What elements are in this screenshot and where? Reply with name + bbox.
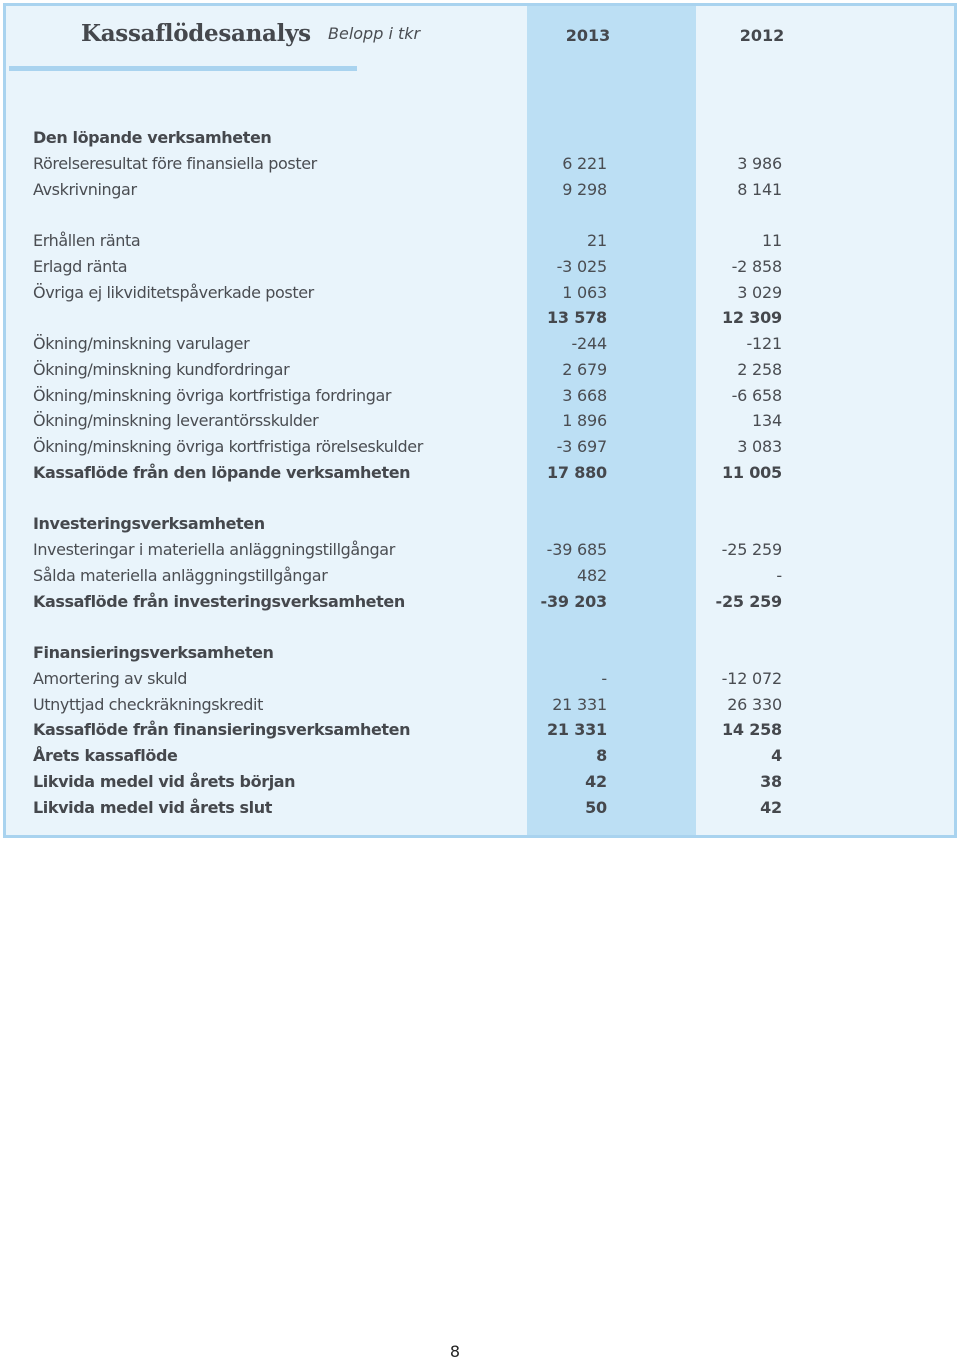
row-label: Amortering av skuld xyxy=(33,668,188,688)
table-row xyxy=(33,640,793,666)
row-value-2012: 11 xyxy=(762,231,782,250)
row-value-2013: 8 xyxy=(596,746,607,765)
row-label: Årets kassaflöde xyxy=(33,746,178,765)
table-row xyxy=(33,254,793,280)
table-row xyxy=(33,743,793,769)
row-value-2012: -121 xyxy=(746,334,782,353)
row-value-2013: 21 xyxy=(587,231,607,250)
table-row xyxy=(33,537,793,563)
row-value-2013: -244 xyxy=(571,334,607,353)
row-value-2012: 3 083 xyxy=(737,437,782,456)
row-value-2012: 8 141 xyxy=(737,179,782,199)
table-row xyxy=(33,769,793,795)
row-value-2012: -25 259 xyxy=(715,591,782,611)
page-title: Kassaflödesanalys xyxy=(81,20,311,47)
row-value-2012: -6 658 xyxy=(731,385,782,405)
year-header-2012: 2012 xyxy=(739,26,785,45)
row-label: Kassaflöde från finansieringsverksamheten xyxy=(33,720,411,740)
table-row xyxy=(33,717,793,743)
row-value-2012: 42 xyxy=(760,797,782,817)
table-row xyxy=(33,486,793,512)
row-value-2013: 2 679 xyxy=(562,359,607,379)
row-value-2013: -39 685 xyxy=(546,540,607,559)
table-row xyxy=(33,228,793,254)
row-label: Ökning/minskning kundfordringar xyxy=(33,359,290,379)
table-row xyxy=(33,589,793,615)
row-label: Övriga ej likviditetspåverkade poster xyxy=(33,282,314,302)
table-row xyxy=(33,151,793,177)
row-value-2013: 1 896 xyxy=(562,411,607,431)
table-row xyxy=(33,280,793,306)
table-row xyxy=(33,357,793,383)
row-label: Sålda materiella anläggningstillgångar xyxy=(33,565,328,585)
row-label: Ökning/minskning övriga kortfristiga fordringar xyxy=(33,385,392,405)
row-label: Erhållen ränta xyxy=(33,231,141,250)
table-row xyxy=(33,125,793,151)
row-label: Likvida medel vid årets slut xyxy=(33,797,273,817)
row-value-2012: 14 258 xyxy=(721,720,782,740)
table-row xyxy=(33,434,793,460)
page-number: 8 xyxy=(449,1342,461,1361)
table-row xyxy=(33,692,793,718)
row-label: Den löpande verksamheten xyxy=(33,128,272,147)
row-label: Investeringsverksamheten xyxy=(33,514,265,534)
row-label: Avskrivningar xyxy=(33,179,137,199)
row-value-2012: -25 259 xyxy=(721,540,782,559)
row-value-2012: -12 072 xyxy=(721,668,782,688)
row-value-2012: -2 858 xyxy=(731,256,782,276)
row-label: Finansieringsverksamheten xyxy=(33,643,274,662)
table-row xyxy=(33,460,793,486)
row-label: Utnyttjad checkräkningskredit xyxy=(33,694,263,714)
row-value-2013: - xyxy=(601,668,607,688)
row-value-2013: 482 xyxy=(577,565,607,585)
table-row xyxy=(33,177,793,203)
row-value-2012: 3 029 xyxy=(737,282,782,302)
row-value-2013: 1 063 xyxy=(562,282,607,302)
row-label: Kassaflöde från investeringsverksamheten xyxy=(33,591,405,611)
table-row xyxy=(33,331,793,357)
row-value-2012: 4 xyxy=(771,746,782,765)
row-value-2012: 134 xyxy=(752,411,782,431)
row-value-2013: 9 298 xyxy=(562,179,607,199)
table-row xyxy=(33,408,793,434)
row-value-2012: 12 309 xyxy=(721,308,782,328)
row-value-2013: -3 697 xyxy=(556,437,607,456)
table-row xyxy=(33,563,793,589)
row-value-2013: 21 331 xyxy=(552,694,607,714)
row-value-2013: 42 xyxy=(585,771,607,791)
table-row xyxy=(33,202,793,228)
row-label: Rörelseresultat före finansiella poster xyxy=(33,153,317,173)
row-value-2013: 17 880 xyxy=(546,462,607,482)
year-header-2013: 2013 xyxy=(565,26,611,45)
row-value-2012: 38 xyxy=(760,771,782,791)
unit-label: Belopp i tkr xyxy=(328,24,421,43)
row-value-2013: 6 221 xyxy=(562,153,607,173)
table-row xyxy=(33,511,793,537)
title-underline xyxy=(9,66,357,71)
row-value-2012: - xyxy=(776,565,782,585)
row-label: Ökning/minskning varulager xyxy=(33,334,250,353)
table-row xyxy=(33,614,793,640)
row-value-2012: 2 258 xyxy=(737,359,782,379)
row-value-2013: 13 578 xyxy=(546,308,607,328)
row-value-2013: 3 668 xyxy=(562,385,607,405)
table-row xyxy=(33,666,793,692)
row-label: Ökning/minskning leverantörsskulder xyxy=(33,411,319,431)
row-value-2012: 11 005 xyxy=(721,462,782,482)
table-row xyxy=(33,383,793,409)
table-row xyxy=(33,795,793,821)
row-label: Kassaflöde från den löpande verksamheten xyxy=(33,462,411,482)
row-value-2013: 21 331 xyxy=(546,720,607,740)
row-value-2013: -39 203 xyxy=(540,591,607,611)
row-label: Ökning/minskning övriga kortfristiga rörelseskulder xyxy=(33,437,423,456)
table-row xyxy=(33,305,793,331)
cashflow-table xyxy=(33,125,793,820)
row-value-2013: -3 025 xyxy=(556,256,607,276)
row-value-2013: 50 xyxy=(585,797,607,817)
row-label: Likvida medel vid årets början xyxy=(33,771,296,791)
row-value-2012: 3 986 xyxy=(737,153,782,173)
row-label: Erlagd ränta xyxy=(33,256,128,276)
row-label: Investeringar i materiella anläggningstillgångar xyxy=(33,540,395,559)
row-value-2012: 26 330 xyxy=(727,694,782,714)
